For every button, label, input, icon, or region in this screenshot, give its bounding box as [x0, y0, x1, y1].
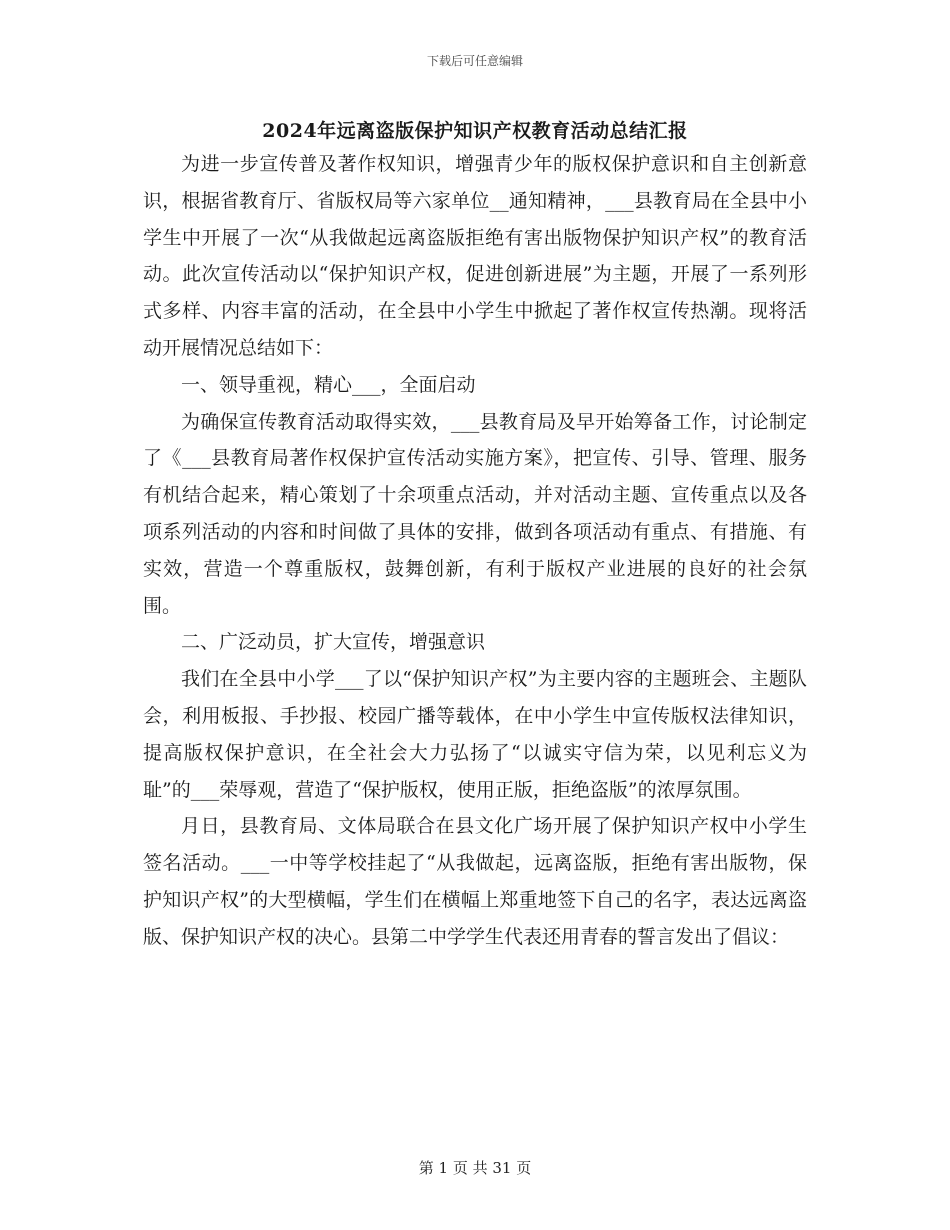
section-heading-2: 二、广泛动员，扩大宣传，增强意识 [181, 631, 486, 654]
section-heading-1: 一、领导重视，精心___，全面启动 [181, 373, 476, 396]
paragraph-section-2: 我们在全县中小学___了以“保护知识产权”为主要内容的主题班会、主题队会，利用板报、手抄报、校园广播等载体，在中小学生中宣传版权法律知识，提高版权保护意识，在全社会大力弘扬了“以诚实守信为荣，以见利忘义为耻”的___荣辱观，营造了“保护版权，使用正版，拒绝盗版”的浓厚氛围。 [143, 668, 807, 801]
paragraph-intro: 为进一步宣传普及著作权知识，增强青少年的版权保护意识和自主创新意识，根据省教育厅、省版权局等六家单位__通知精神，___县教育局在全县中小学生中开展了一次“从我做起远离盗版拒绝有害出版物保护知识产权”的教育活动。此次宣传活动以“保护知识产权，促进创新进展”为主题，开展了一系列形式多样、内容丰富的活动，在全县中小学生中掀起了著作权宣传热潮。现将活动开展情况总结如下： [143, 153, 807, 359]
document-title: 2024年远离盗版保护知识产权教育活动总结汇报 [262, 120, 688, 142]
document-body [143, 146, 807, 956]
page-header-note: 下载后可任意编辑 [426, 54, 523, 68]
page-number: 第 1 页 共 31 页 [418, 1159, 532, 1177]
paragraph-signing-event: 月日，县教育局、文体局联合在县文化广场开展了保护知识产权中小学生签名活动。___一中等学校挂起了“从我做起，远离盗版，拒绝有害出版物，保护知识产权”的大型横幅，学生们在横幅上郑重地签下自己的名字，表达远离盗版、保护知识产权的决心。县第二中学学生代表还用青春的誓言发出了倡议： [143, 815, 807, 948]
paragraph-section-1: 为确保宣传教育活动取得实效，___县教育局及早开始筹备工作，讨论制定了《___县教育局著作权保护宣传活动实施方案》，把宣传、引导、管理、服务有机结合起来，精心策划了十余项重点活动，并对活动主题、宣传重点以及各项系列活动的内容和时间做了具体的安排，做到各项活动有重点、有措施、有实效，营造一个尊重版权，鼓舞创新，有利于版权产业进展的良好的社会氛围。 [143, 410, 807, 617]
